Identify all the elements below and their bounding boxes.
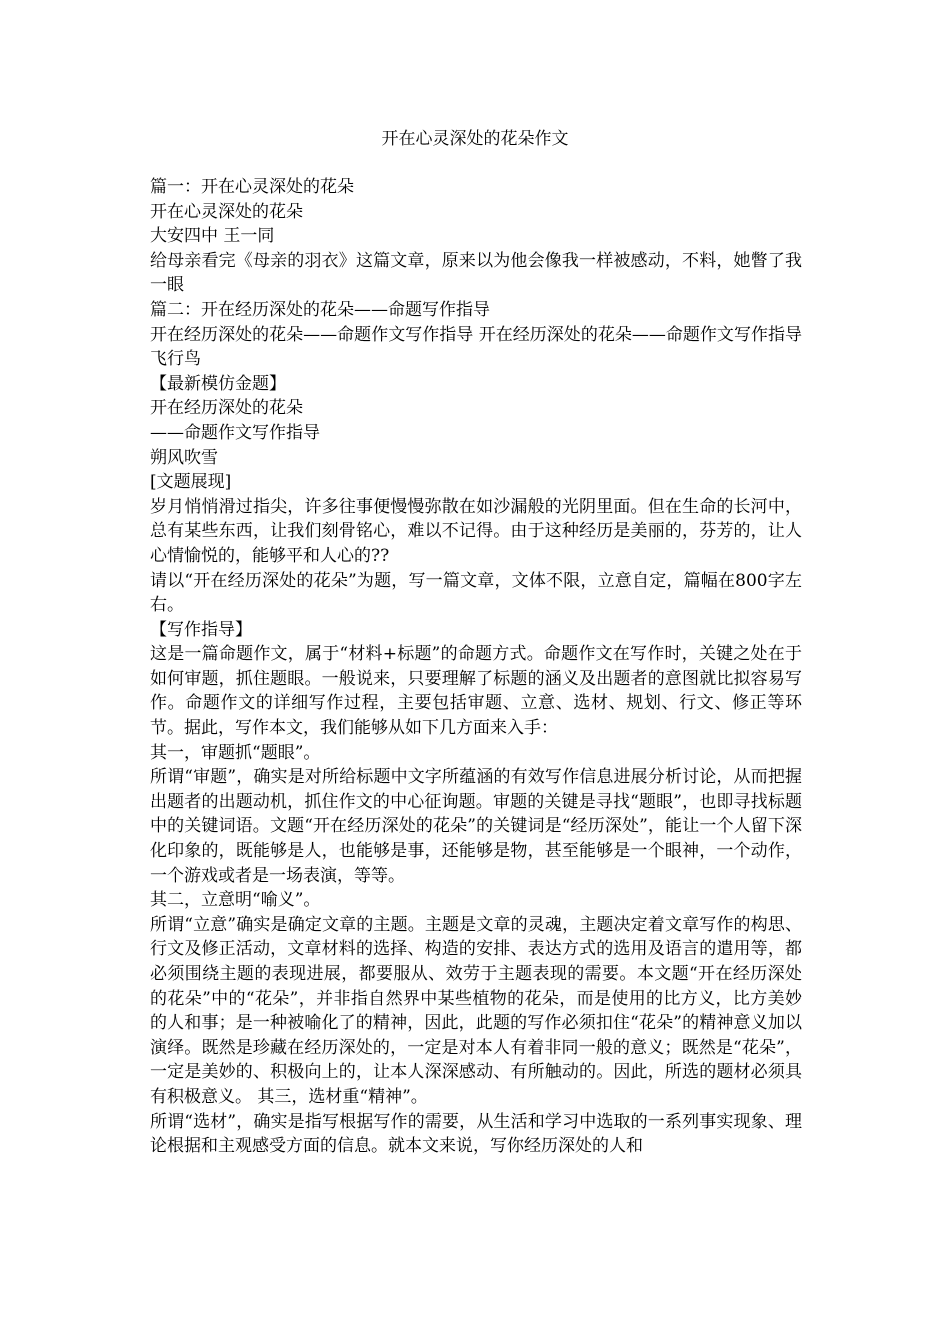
- section-heading-2: 篇二：开在经历深处的花朵——命题写作指导: [150, 299, 490, 320]
- paragraph: 所谓“审题”，确实是对所给标题中文字所蕴涵的有效写作信息进展分析讨论，从而把握出题者的出题动机，抓住作文的中心征询题。审题的关键是寻找“题眼”，也即寻找标题中的关键词语。文题“开在经历深处的花朵”的关键词是“经历深处”，能让一个人留下深化印象的，既能够是人，也能够是事，还能够是物，甚至能够是一个眼神，一个动作，一个游戏或者是一场表演，等等。: [150, 767, 802, 886]
- article-title-2: 开在经历深处的花朵: [150, 398, 303, 419]
- point-heading: 其一，审题抓“题眼”。: [150, 742, 321, 763]
- subheading: 【最新模仿金题】: [150, 373, 286, 394]
- author-line: 大安四中 王一同: [150, 226, 275, 247]
- section-heading-1: 篇一：开在心灵深处的花朵: [150, 177, 354, 197]
- author-line: 朔风吹雪: [150, 447, 218, 468]
- article-subtitle: ——命题作文写作指导: [150, 422, 320, 443]
- point-heading: 其二，立意明“喻义”。: [150, 890, 321, 911]
- document-body: [150, 175, 802, 1159]
- paragraph: 岁月悄悄滑过指尖，许多往事便慢慢弥散在如沙漏般的光阴里面。但在生命的长河中，总有某些东西，让我们刻骨铭心，难以不记得。由于这种经历是美丽的，芬芳的，让人心情愉悦的，能够平和人心的??: [150, 496, 802, 566]
- paragraph: 给母亲看完《母亲的羽衣》这篇文章，原来以为他会像我一样被感动，不料，她瞥了我一眼: [150, 250, 802, 296]
- paragraph: 这是一篇命题作文，属于“材料+标题”的命题方式。命题作文在写作时，关键之处在于如何审题，抓住题眼。一般说来，只要理解了标题的涵义及出题者的意图就比拟容易写作。命题作文的详细写作过程，主要包括审题、立意、选材、规划、行文、修正等环节。据此，写作本文，我们能够从如下几方面来入手：: [150, 644, 802, 739]
- paragraph: 开在经历深处的花朵——命题作文写作指导 开在经历深处的花朵——命题作文写作指导飞行鸟: [150, 324, 802, 370]
- subheading: 【写作指导】: [150, 619, 252, 640]
- paragraph: 所谓“选材”，确实是指写根据写作的需要，从生活和学习中选取的一系列事实现象、理论根据和主观感受方面的信息。就本文来说，写你经历深处的人和: [150, 1111, 802, 1157]
- article-title-1: 开在心灵深处的花朵: [150, 201, 303, 222]
- paragraph: 所谓“立意”确实是确定文章的主题。主题是文章的灵魂，主题决定着文章写作的构思、行文及修正活动，文章材料的选择、构造的安排、表达方式的选用及语言的遣用等，都必须围绕主题的表现进展，都要服从、效劳于主题表现的需要。本文题“开在经历深处的花朵”中的“花朵”，并非指自然界中某些植物的花朵，而是使用的比方义，比方美妙的人和事；是一种被喻化了的精神，因此，此题的写作必须扣住“花朵”的精神意义加以演绎。既然是珍藏在经历深处的，一定是对本人有着非同一般的意义；既然是“花朵”，一定是美妙的、积极向上的，让本人深深感动、有所触动的。因此，所选的题材必须具有积极意义。 其三，选材重“精神”。: [150, 914, 802, 1107]
- paragraph: 请以“开在经历深处的花朵”为题，写一篇文章，文体不限，立意自定，篇幅在800字左右。: [150, 570, 802, 616]
- document-title: 开在心灵深处的花朵作文: [381, 129, 569, 149]
- subheading: [文题展现]: [150, 472, 232, 493]
